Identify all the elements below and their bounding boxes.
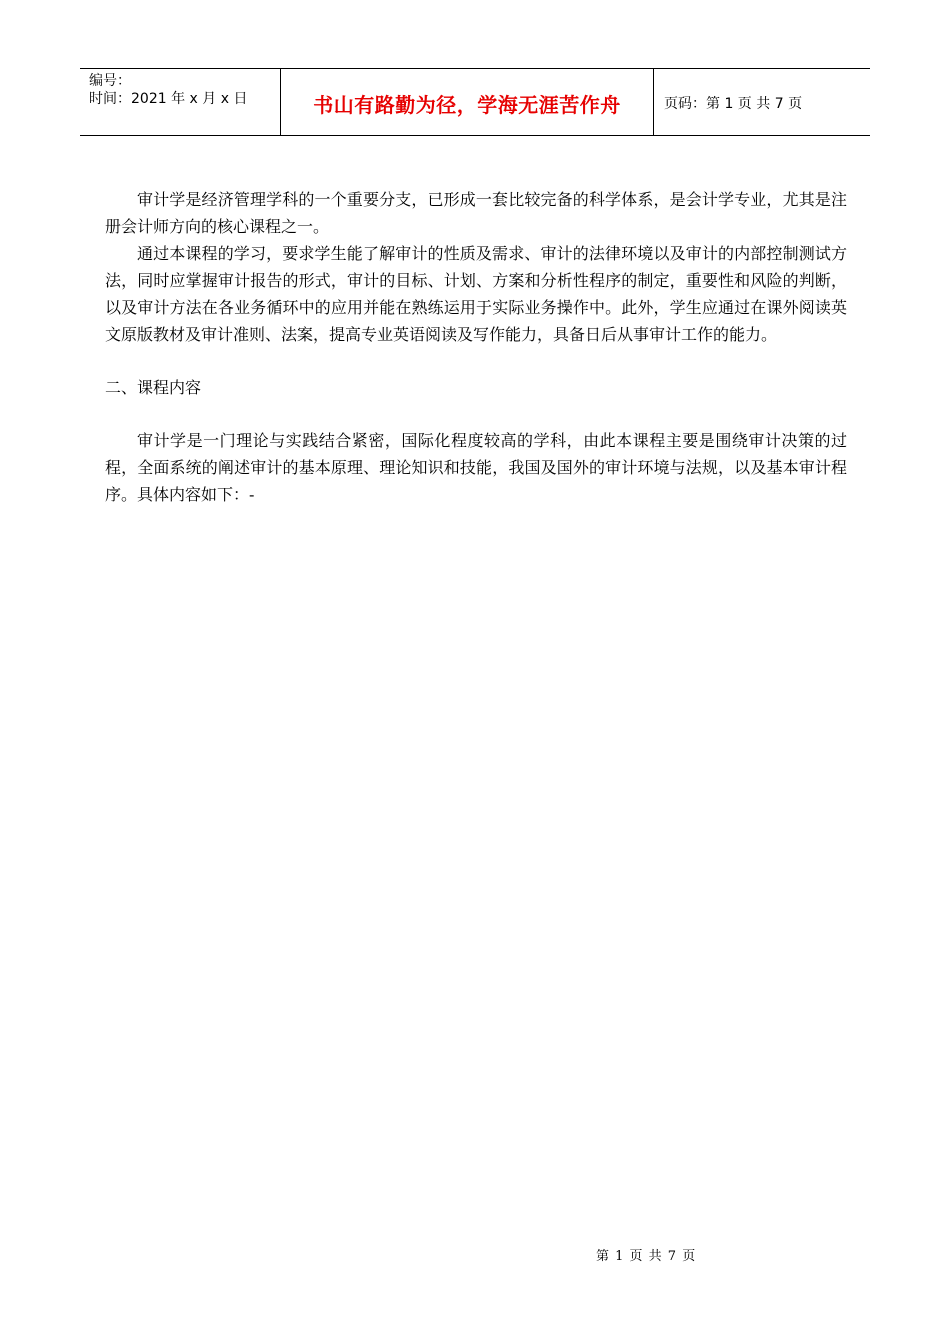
motto-text: 书山有路勤为径，学海无涯苦作舟	[313, 92, 621, 117]
page-number-label: 页码：第 1 页 共 7 页	[664, 95, 803, 112]
paragraph-intro: 审计学是经济管理学科的一个重要分支，已形成一套比较完备的科学体系，是会计学专业，尤其是注册会计师方向的核心课程之一。	[105, 190, 847, 236]
document-number-label: 编号：	[89, 73, 131, 89]
paragraph-objectives: 通过本课程的学习，要求学生能了解审计的性质及需求、审计的法律环境以及审计的内部控制测试方法，同时应掌握审计报告的形式，审计的目标、计划、方案和分析性程序的制定，重要性和风险的判断，以及审计方法在各业务循环中的应用并能在熟练运用于实际业务操作中。此外，学生应通过在课外阅读英文原版教材及审计准则、法案，提高专业英语阅读及写作能力，具备日后从事审计工作的能力。	[105, 244, 847, 344]
section-heading: 二、课程内容	[105, 378, 202, 397]
header-meta-cell	[80, 69, 281, 135]
document-body	[105, 186, 847, 508]
header-page-cell	[654, 69, 870, 135]
header-motto-cell	[281, 69, 654, 135]
document-header	[80, 68, 870, 136]
paragraph-course-content: 审计学是一门理论与实践结合紧密，国际化程度较高的学科，由此本课程主要是围绕审计决策的过程，全面系统的阐述审计的基本原理、理论知识和技能，我国及国外的审计环境与法规，以及基本审计程序。具体内容如下：-	[105, 431, 847, 504]
document-date-label: 时间：2021 年 x 月 x 日	[89, 91, 248, 107]
page-footer: 第 1 页 共 7 页	[596, 1249, 697, 1264]
